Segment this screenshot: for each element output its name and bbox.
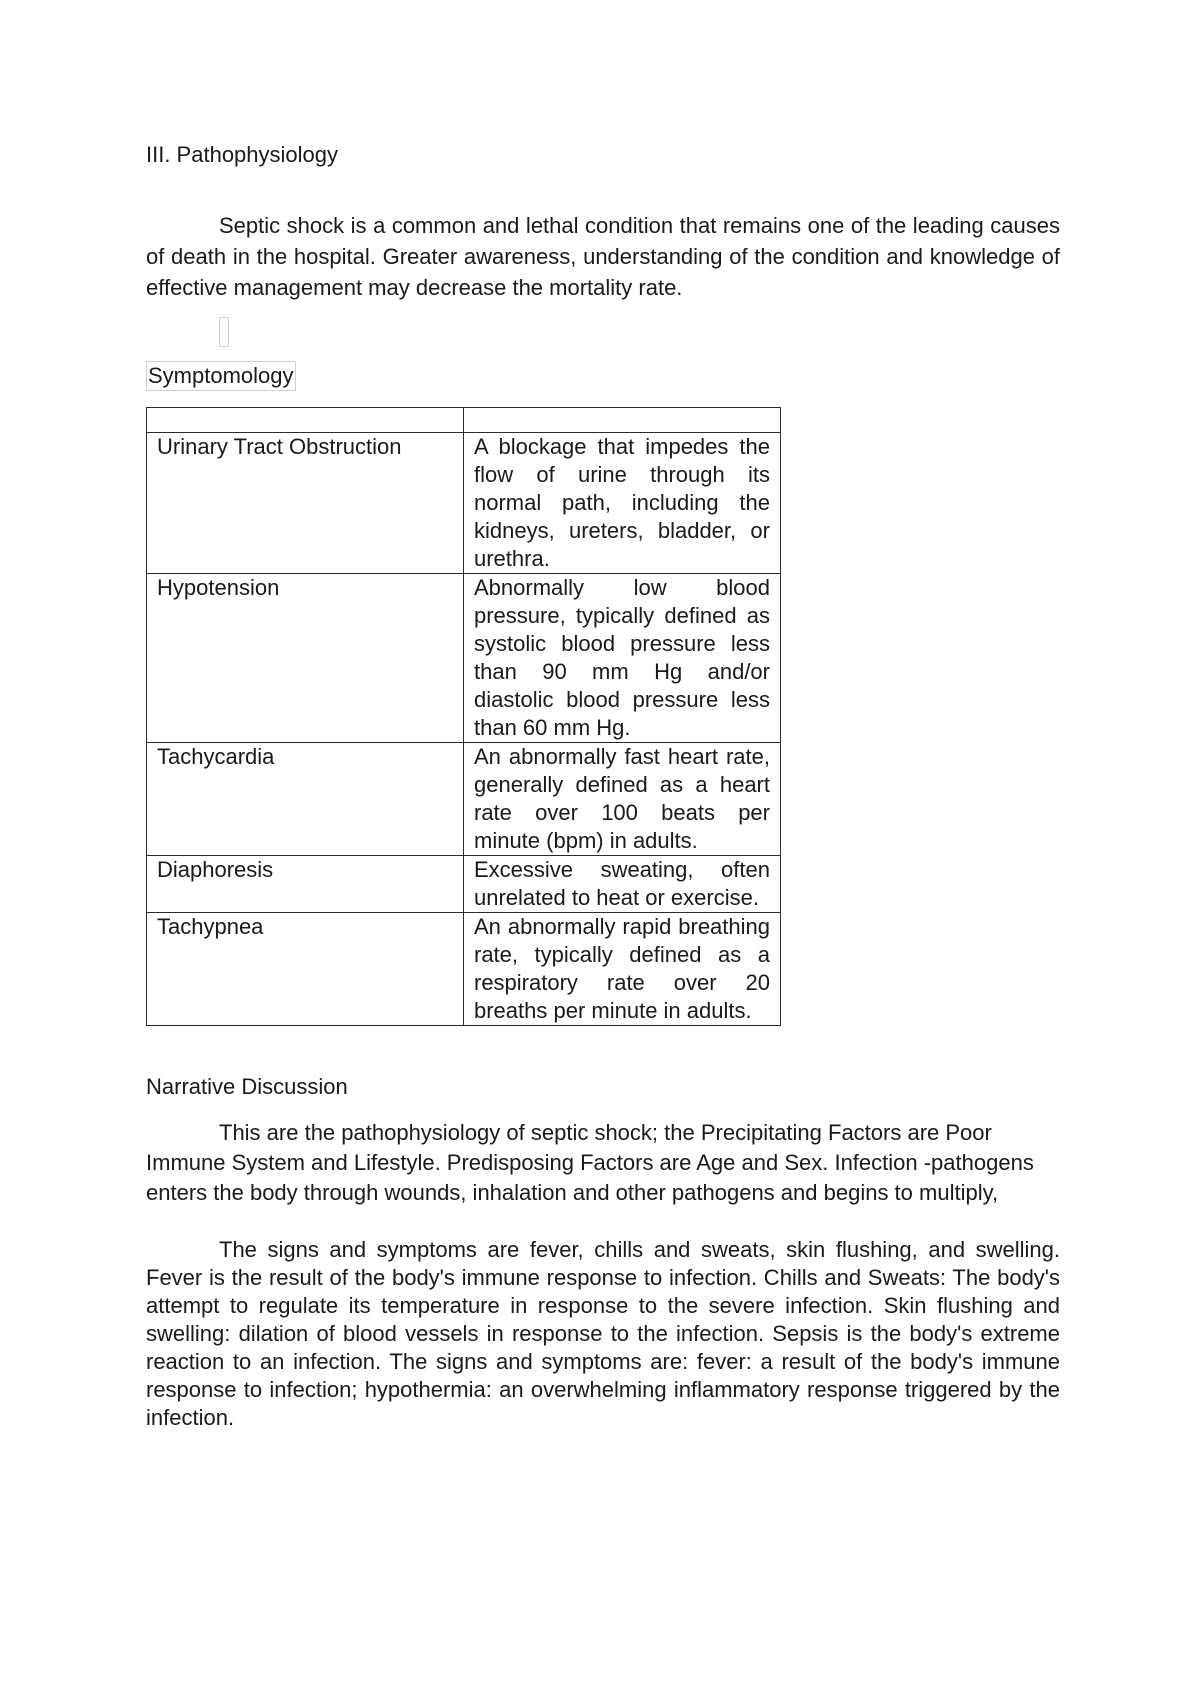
symptoms-table [146, 407, 781, 1026]
symptom-definition: An abnormally fast heart rate, generally defined as a heart rate over 100 beats per minute (bpm) in adults. [464, 743, 781, 856]
table-header-row [147, 408, 781, 433]
symptom-definition: A blockage that impedes the flow of urine through its normal path, including the kidneys, ureters, bladder, or urethra. [464, 433, 781, 574]
narrative-paragraph-1: This are the pathophysiology of septic shock; the Precipitating Factors are Poor Immune System and Lifestyle. Predisposing Factors are Age and Sex. Infection -pathogens enters the body through wounds, inhalation and other pathogens and begins to multiply, [146, 1120, 1034, 1205]
table-row [147, 856, 781, 913]
symptom-term: Urinary Tract Obstruction [147, 433, 464, 574]
narrative-paragraph-2: The signs and symptoms are fever, chills and sweats, skin flushing, and swelling. Fever is the result of the body's immune response to infection. Chills and Sweats: The body's attempt to regulate its temperature in response to the severe infection. Skin flushing and swelling: dilation of blood vessels in response to the infection. Sepsis is the body's extreme reaction to an infection. The signs and symptoms are: fever: a result of the body's immune response to infection; hypothermia: an overwhelming inflammatory response triggered by the infection. [146, 1237, 1060, 1430]
symptomology-label: Symptomology [146, 361, 296, 391]
table-row [147, 743, 781, 856]
symptom-definition: Excessive sweating, often unrelated to heat or exercise. [464, 856, 781, 913]
table-header-cell [464, 408, 781, 433]
symptom-term: Hypotension [147, 574, 464, 743]
table-row [147, 433, 781, 574]
table-header-cell [147, 408, 464, 433]
table-row [147, 574, 781, 743]
document-page [146, 140, 1060, 1432]
narrative-heading: Narrative Discussion [146, 1074, 348, 1099]
section-title: III. Pathophysiology [146, 142, 339, 167]
symptom-definition: An abnormally rapid breathing rate, typically defined as a respiratory rate over 20 breaths per minute in adults. [464, 913, 781, 1026]
symptom-definition: Abnormally low blood pressure, typically defined as systolic blood pressure less than 90 mm Hg and/or diastolic blood pressure less than 60 mm Hg. [464, 574, 781, 743]
table-row [147, 913, 781, 1026]
text-cursor-placeholder [219, 317, 229, 347]
symptom-term: Diaphoresis [147, 856, 464, 913]
intro-paragraph: Septic shock is a common and lethal condition that remains one of the leading causes of death in the hospital. Greater awareness, understanding of the condition and knowledge of effective management may decrease the mortality rate. [146, 213, 1060, 300]
symptom-term: Tachypnea [147, 913, 464, 1026]
symptom-term: Tachycardia [147, 743, 464, 856]
